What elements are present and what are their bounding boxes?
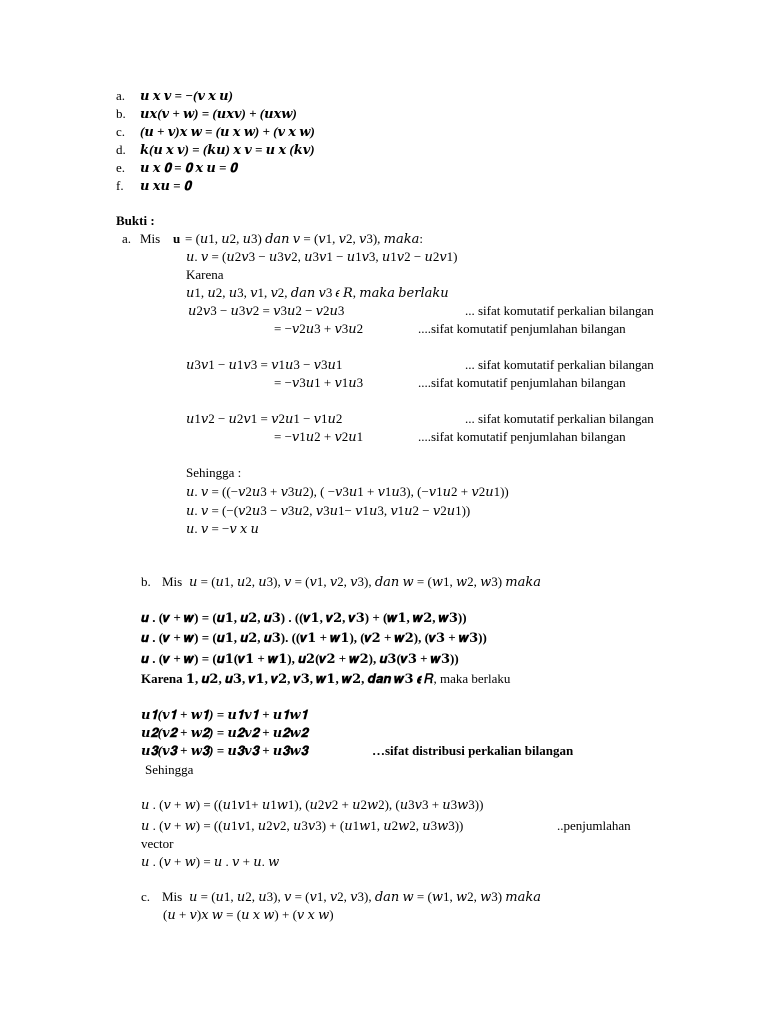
proof-a-cross: 𝑢. 𝑣 = (𝑢2𝑣3 − 𝑢3𝑣2, 𝑢3𝑣1 − 𝑢1𝑣3, 𝑢1𝑣2 − 𝑢2𝑣1): [186, 249, 458, 264]
proof-b-karena-math: 𝟏, 𝒖𝟐, 𝒖𝟑, 𝒗𝟏, 𝒗𝟐, 𝒗𝟑, 𝒘𝟏, 𝒘𝟐, 𝒅𝒂𝒏 𝒘𝟑 𝝐 𝑅: [185, 671, 434, 686]
proof-b-result-3: 𝑢 . (𝑣 + 𝑤) = 𝑢 . 𝑣 + 𝑢. 𝑤: [141, 854, 280, 869]
property-c-label: c.: [116, 124, 126, 139]
proof-b-result-2: 𝑢 . (𝑣 + 𝑤) = ((𝑢1𝑣1, 𝑢2𝑣2, 𝑢3𝑣3) + (𝑢1𝑤1, 𝑢2𝑤2, 𝑢3𝑤3)): [141, 818, 464, 833]
proof-a-intro-text: Mis: [140, 231, 161, 246]
proof-a-step3-eq: 𝑢1𝑣2 − 𝑢2𝑣1 = 𝑣2𝑢1 − 𝑣1𝑢2: [186, 411, 343, 426]
property-f-expr: 𝒖 𝒙𝒖 = 𝟎: [140, 178, 192, 193]
property-b-expr: 𝒖𝒙(𝒗 + 𝒘) = (𝒖𝒙𝒗) + (𝒖𝒙𝒘): [140, 106, 297, 121]
proof-b-line-3: 𝒖 . (𝒗 + 𝒘) = (𝒖𝟏(𝒗𝟏 + 𝒘𝟏), 𝒖𝟐(𝒗𝟐 + 𝒘𝟐), 𝒖𝟑(𝒗𝟑 + 𝒘𝟑)): [141, 651, 459, 666]
proof-c-intro-text: Mis: [162, 889, 183, 904]
property-d-label: d.: [116, 142, 126, 157]
proof-a-intro-math: = (𝑢1, 𝑢2, 𝑢3) 𝑑𝑎𝑛 𝑣 = (𝑣1, 𝑣2, 𝑣3), 𝑚𝑎𝑘𝑎:: [185, 231, 423, 246]
property-e-expr: 𝒖 𝒙 𝟎 = 𝟎 𝒙 𝒖 = 𝟎: [140, 160, 237, 175]
proof-a-result-1: 𝑢. 𝑣 = ((−𝑣2𝑢3 + 𝑣3𝑢2), ( −𝑣3𝑢1 + 𝑣1𝑢3), (−𝑣1𝑢2 + 𝑣2𝑢1)): [186, 484, 509, 499]
proof-a-sehingga: Sehingga :: [186, 465, 242, 480]
proof-a-step1-eq2: = −𝑣2𝑢3 + 𝑣3𝑢2: [274, 321, 364, 336]
proof-b-karena: [141, 671, 510, 687]
proof-a-step2-eq2: = −𝑣3𝑢1 + 𝑣1𝑢3: [274, 375, 364, 390]
proof-b-vector-word: vector: [141, 836, 174, 851]
proof-b-result-2-note: ..penjumlahan: [557, 818, 631, 833]
proof-c-label: c.: [141, 889, 151, 904]
proof-b-distrib-2: 𝒖𝟐(𝒗𝟐 + 𝒘𝟐) = 𝒖𝟐𝒗𝟐 + 𝒖𝟐𝒘𝟐: [141, 725, 308, 740]
proof-a-result-3: 𝑢. 𝑣 = −𝑣 𝑥 𝑢: [186, 521, 259, 536]
proof-a-real: 𝑢1, 𝑢2, 𝑢3, 𝑣1, 𝑣2, 𝑑𝑎𝑛 𝑣3 𝜖 𝑅, 𝑚𝑎𝑘𝑎 𝑏𝑒𝑟𝑙𝑎𝑘𝑢: [186, 285, 449, 300]
bukti-heading: Bukti :: [116, 213, 155, 228]
proof-b-line-2: 𝒖 . (𝒗 + 𝒘) = (𝒖𝟏, 𝒖𝟐, 𝒖𝟑). ((𝒗𝟏 + 𝒘𝟏), (𝒗𝟐 + 𝒘𝟐), (𝒗𝟑 + 𝒘𝟑)): [141, 630, 487, 645]
proof-a-step3-note2: ....sifat komutatif penjumlahan bilangan: [418, 429, 626, 444]
proof-b-distrib-1: 𝒖𝟏(𝒗𝟏 + 𝒘𝟏) = 𝒖𝟏𝒗𝟏 + 𝒖𝟏𝒘𝟏: [141, 707, 308, 722]
proof-a-karena: Karena: [186, 267, 224, 282]
property-a-expr: 𝒖 𝒙 𝒗 = −(𝒗 𝒙 𝒖): [140, 88, 233, 103]
proof-a-intro-u: u: [173, 231, 181, 246]
proof-a-step2-note: ... sifat komutatif perkalian bilangan: [465, 357, 654, 372]
proof-a-step2-eq: 𝑢3𝑣1 − 𝑢1𝑣3 = 𝑣1𝑢3 − 𝑣3𝑢1: [186, 357, 343, 372]
proof-c-line: (𝑢 + 𝑣)𝑥 𝑤 = (𝑢 𝑥 𝑤) + (𝑣 𝑥 𝑤): [163, 907, 334, 922]
proof-b-intro-text: Mis: [162, 574, 183, 589]
proof-b-distrib-note: …sifat distribusi perkalian bilangan: [372, 743, 574, 758]
proof-b-intro-math: 𝑢 = (𝑢1, 𝑢2, 𝑢3), 𝑣 = (𝑣1, 𝑣2, 𝑣3), 𝑑𝑎𝑛 𝑤 = (𝑤1, 𝑤2, 𝑤3) 𝑚𝑎𝑘𝑎: [189, 574, 541, 589]
proof-b-result-1: 𝑢 . (𝑣 + 𝑤) = ((𝑢1𝑣1+ 𝑢1𝑤1), (𝑢2𝑣2 + 𝑢2𝑤2), (𝑢3𝑣3 + 𝑢3𝑤3)): [141, 797, 484, 812]
proof-c-intro-math: 𝑢 = (𝑢1, 𝑢2, 𝑢3), 𝑣 = (𝑣1, 𝑣2, 𝑣3), 𝑑𝑎𝑛 𝑤 = (𝑤1, 𝑤2, 𝑤3) 𝑚𝑎𝑘𝑎: [189, 889, 541, 904]
property-a-label: a.: [116, 88, 126, 103]
property-e-label: e.: [116, 160, 126, 175]
proof-a-step1-note: ... sifat komutatif perkalian bilangan: [465, 303, 654, 318]
proof-a-step1-note2: ....sifat komutatif penjumlahan bilangan: [418, 321, 626, 336]
proof-a-step3-note: ... sifat komutatif perkalian bilangan: [465, 411, 654, 426]
proof-b-karena-rest: , maka berlaku: [433, 671, 511, 686]
property-f-label: f.: [116, 178, 124, 193]
proof-b-karena-text: Karena: [141, 671, 183, 686]
proof-b-sehingga: Sehingga: [145, 762, 194, 777]
property-b-label: b.: [116, 106, 126, 121]
proof-a-step2-note2: ....sifat komutatif penjumlahan bilangan: [418, 375, 626, 390]
proof-a-step3-eq2: = −𝑣1𝑢2 + 𝑣2𝑢1: [274, 429, 364, 444]
proof-a-step1-eq: 𝑢2𝑣3 − 𝑢3𝑣2 = 𝑣3𝑢2 − 𝑣2𝑢3: [188, 303, 345, 318]
proof-b-line-1: 𝒖 . (𝒗 + 𝒘) = (𝒖𝟏, 𝒖𝟐, 𝒖𝟑) . ((𝒗𝟏, 𝒗𝟐, 𝒗𝟑) + (𝒘𝟏, 𝒘𝟐, 𝒘𝟑)): [141, 610, 467, 625]
proof-a-label: a.: [122, 231, 132, 246]
proof-b-distrib-3: 𝒖𝟑(𝒗𝟑 + 𝒘𝟑) = 𝒖𝟑𝒗𝟑 + 𝒖𝟑𝒘𝟑: [141, 743, 308, 758]
property-d-expr: 𝒌(𝒖 𝒙 𝒗) = (𝒌𝒖) 𝒙 𝒗 = 𝒖 𝒙 (𝒌𝒗): [140, 142, 315, 157]
property-c-expr: (𝒖 + 𝒗)𝒙 𝒘 = (𝒖 𝒙 𝒘) + (𝒗 𝒙 𝒘): [140, 124, 315, 139]
proof-a-result-2: 𝑢. 𝑣 = (−(𝑣2𝑢3 − 𝑣3𝑢2, 𝑣3𝑢1− 𝑣1𝑢3, 𝑣1𝑢2 − 𝑣2𝑢1)): [186, 503, 471, 518]
proof-b-label: b.: [141, 574, 151, 589]
